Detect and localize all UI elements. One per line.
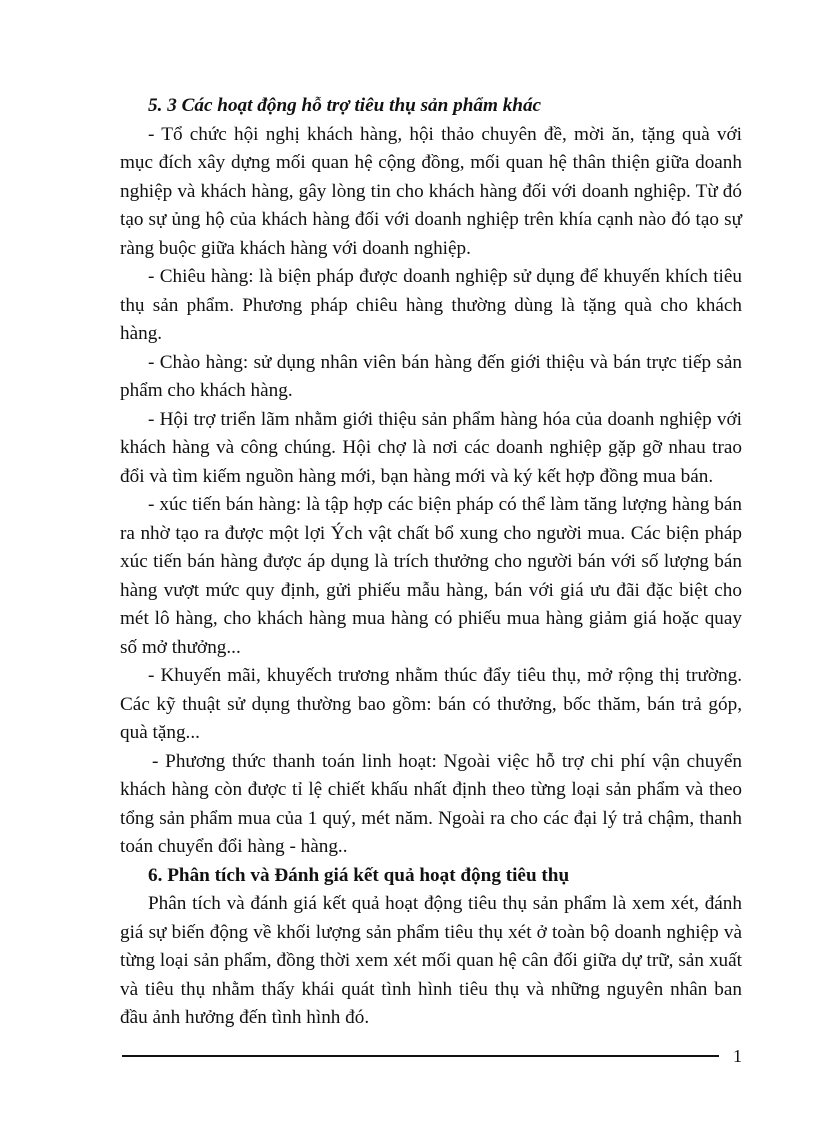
page-body [120,92,742,1033]
section-heading-6: 6. Phân tích và Đánh giá kết quả hoạt động tiêu thụ [148,864,570,886]
section-heading-5-3: 5. 3 Các hoạt động hỗ trợ tiêu thụ sản phẩm khác [148,95,542,116]
paragraph-flexible-payment: - Phương thức thanh toán linh hoạt: Ngoài việc hỗ trợ chi phí vận chuyển khách hàng còn được tỉ lệ chiết khấu nhất định theo từng loại sản phẩm và theo tổng sản phẩm mua của 1 quý, mét năm. Ngoài ra cho các đại lý trả chậm, thanh toán chuyển đổi hàng - hàng.. [120,750,742,857]
paragraph-sales-offer: - Chào hàng: sử dụng nhân viên bán hàng đến giới thiệu và bán trực tiếp sản phẩm cho khách hàng. [120,351,742,401]
footer-divider [122,1055,719,1057]
page-number: 1 [733,1046,742,1066]
paragraph-promotion: - Chiêu hàng: là biện pháp được doanh nghiệp sử dụng để khuyến khích tiêu thụ sản phẩm. Phương pháp chiêu hàng thường dùng là tặng quà cho khách hàng. [120,266,742,344]
paragraph-customer-conference: - Tổ chức hội nghị khách hàng, hội thảo chuyên đề, mời ăn, tặng quà với mục đích xây dựng mối quan hệ cộng đồng, mối quan hệ thân thiện giữa doanh nghiệp và khách hàng, gây lòng tin cho khách hàng đối với doanh nghiệp. Từ đó tạo sự ủng hộ của khách hàng đối với doanh nghiệp trên khía cạnh nào đó tạo sự ràng buộc giữa khách hàng với doanh nghiệp. [120,123,742,259]
paragraph-advertising: - Khuyến mãi, khuyếch trương nhằm thúc đẩy tiêu thụ, mở rộng thị trường. Các kỹ thuật sử dụng thường bao gồm: bán có thưởng, bốc thăm, bán trả góp, quà tặng... [120,665,742,743]
paragraph-trade-fair: - Hội trợ triển lãm nhằm giới thiệu sản phẩm hàng hóa của doanh nghiệp với khách hàng và công chúng. Hội chợ là nơi các doanh nghiệp gặp gỡ nhau trao đổi và tìm kiếm nguồn hàng mới, bạn hàng mới và ký kết hợp đồng mua bán. [120,408,742,487]
paragraph-analysis: Phân tích và đánh giá kết quả hoạt động tiêu thụ sản phẩm là xem xét, đánh giá sự biến động về khối lượng sản phẩm tiêu thụ xét ở toàn bộ doanh nghiệp và từng loại sản phẩm, đồng thời xem xét mối quan hệ cân đối giữa dự trữ, sản xuất và tiêu thụ nhằm thấy khái quát tình hình tiêu thụ và những nguyên nhân ban đầu ảnh hưởng đến tình hình đó. [120,893,742,1028]
paragraph-sales-promotion: - xúc tiến bán hàng: là tập hợp các biện pháp có thể làm tăng lượng hàng bán ra nhờ tạo ra được một lợi Ých vật chất bổ xung cho người mua. Các biện pháp xúc tiến bán hàng được áp dụng là trích thưởng cho người bán với số lượng bán hàng vượt mức quy định, gửi phiếu mẫu hàng, bán với giá ưu đãi đặc biệt cho mét lô hàng, cho khách hàng mua hàng có phiếu mua hàng giảm giá hoặc quay số mở thưởng... [120,494,742,658]
